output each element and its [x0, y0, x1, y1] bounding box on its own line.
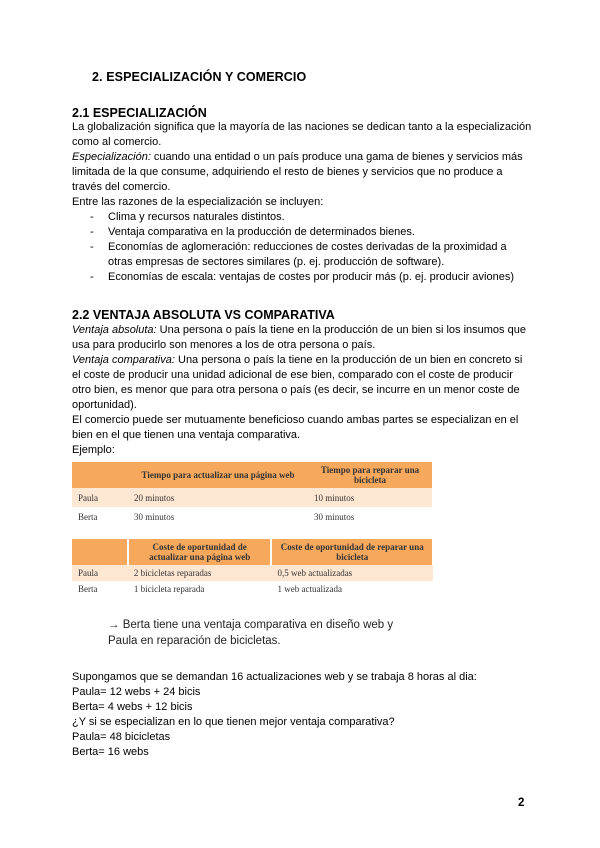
scenario-line: Berta= 16 webs: [72, 746, 149, 758]
table-cell: 0,5 web actualizadas: [271, 565, 433, 581]
scenario-line: ¿Y si se especializan en lo que tienen mejor ventaja comparativa?: [72, 716, 395, 728]
table-header: Tiempo para reparar una bicicleta: [308, 462, 432, 488]
page-number: 2: [518, 797, 525, 809]
table-header: Tiempo para actualizar una página web: [128, 462, 308, 488]
table-row: [72, 507, 432, 526]
globalization-paragraph: La globalización significa que la mayoría de las naciones se dedican tanto a la especialización como al comercio.: [72, 121, 532, 148]
table-row: [72, 488, 432, 507]
absolute-term: Ventaja absoluta:: [72, 324, 157, 336]
table-cell: 30 minutos: [308, 507, 432, 526]
subsection-title-specialization: 2.1 ESPECIALIZACIÓN: [72, 106, 207, 120]
table-cell: Berta: [72, 507, 128, 526]
list-item: - Ventaja comparativa en la producción de determinados bienes.: [72, 225, 532, 240]
reasons-intro: Entre las razones de la especialización se incluyen:: [72, 196, 324, 208]
list-item: - Economías de aglomeración: reducciones de costes derivadas de la proximidad a otras empresas de sectores similares (p. ej. producción de software).: [72, 240, 532, 270]
table-header: Coste de oportunidad de actualizar una página web: [128, 539, 272, 565]
table-cell: 20 minutos: [128, 488, 308, 507]
table-cell: 1 bicicleta reparada: [128, 581, 272, 597]
table-cell: Paula: [72, 565, 128, 581]
advantage-body: [72, 323, 532, 458]
conclusion-note: [108, 617, 393, 649]
scenario-block: [72, 670, 532, 760]
opportunity-cost-table: [72, 539, 434, 597]
comparative-term: Ventaja comparativa:: [72, 354, 175, 366]
scenario-line: Paula= 48 bicicletas: [72, 731, 171, 743]
subsection-title-advantage: 2.2 VENTAJA ABSOLUTA VS COMPARATIVA: [72, 308, 335, 322]
specialization-definition: [72, 150, 532, 195]
table-cell: 1 web actualizada: [271, 581, 433, 597]
comparative-text: Una persona o país la tiene en la producción de un bien en concreto si el coste de producir una unidad adicional de ese bien, comparado con el coste de producir otro bien, es menor que para otra persona o país (es decir, se incurre en un menor coste de oportunidad).: [72, 354, 523, 411]
table-header-row: [72, 539, 433, 565]
comparative-advantage-definition: [72, 353, 532, 413]
list-item: - Clima y recursos naturales distintos.: [72, 210, 532, 225]
trade-paragraph: El comercio puede ser mutuamente beneficioso cuando ambas partes se especializan en el bien en el que tienen una ventaja comparativa.: [72, 414, 519, 441]
scenario-line: Berta= 4 webs + 12 bicis: [72, 701, 193, 713]
table-header: [72, 539, 128, 565]
conclusion-line: → Berta tiene una ventaja comparativa en diseño web y: [108, 619, 394, 631]
example-label: Ejemplo:: [72, 444, 115, 456]
definition-text: cuando una entidad o un país produce una gama de bienes y servicios más limitada de la que consume, adquiriendo el resto de bienes y servicios que no produce a través del comercio.: [72, 151, 523, 193]
table-row: [72, 565, 433, 581]
reasons-list: [72, 210, 532, 285]
conclusion-line: Paula en reparación de bicicletas.: [108, 635, 281, 647]
list-item: - Economías de escala: ventajas de costes por producir más (p. ej. producir aviones): [72, 270, 532, 285]
table-cell: 10 minutos: [308, 488, 432, 507]
absolute-advantage-definition: [72, 323, 532, 353]
table-cell: Berta: [72, 581, 128, 597]
absolute-text: Una persona o país la tiene en la producción de un bien si los insumos que usa para producirlo son menores a los de otra persona o país.: [72, 324, 526, 351]
scenario-line: Supongamos que se demandan 16 actualizaciones web y se trabaja 8 horas al dia:: [72, 671, 477, 683]
definition-term: Especialización:: [72, 151, 151, 163]
time-table: [72, 462, 432, 526]
scenario-line: Paula= 12 webs + 24 bicis: [72, 686, 201, 698]
table-cell: 2 bicicletas reparadas: [128, 565, 272, 581]
table-cell: Paula: [72, 488, 128, 507]
section-heading: 2. ESPECIALIZACIÓN Y COMERCIO: [92, 70, 307, 84]
specialization-body: [72, 120, 532, 285]
table-header-row: [72, 462, 432, 488]
table-header: Coste de oportunidad de reparar una bicicleta: [271, 539, 433, 565]
table-row: [72, 581, 433, 597]
table-header: [72, 462, 128, 488]
table-cell: 30 minutos: [128, 507, 308, 526]
